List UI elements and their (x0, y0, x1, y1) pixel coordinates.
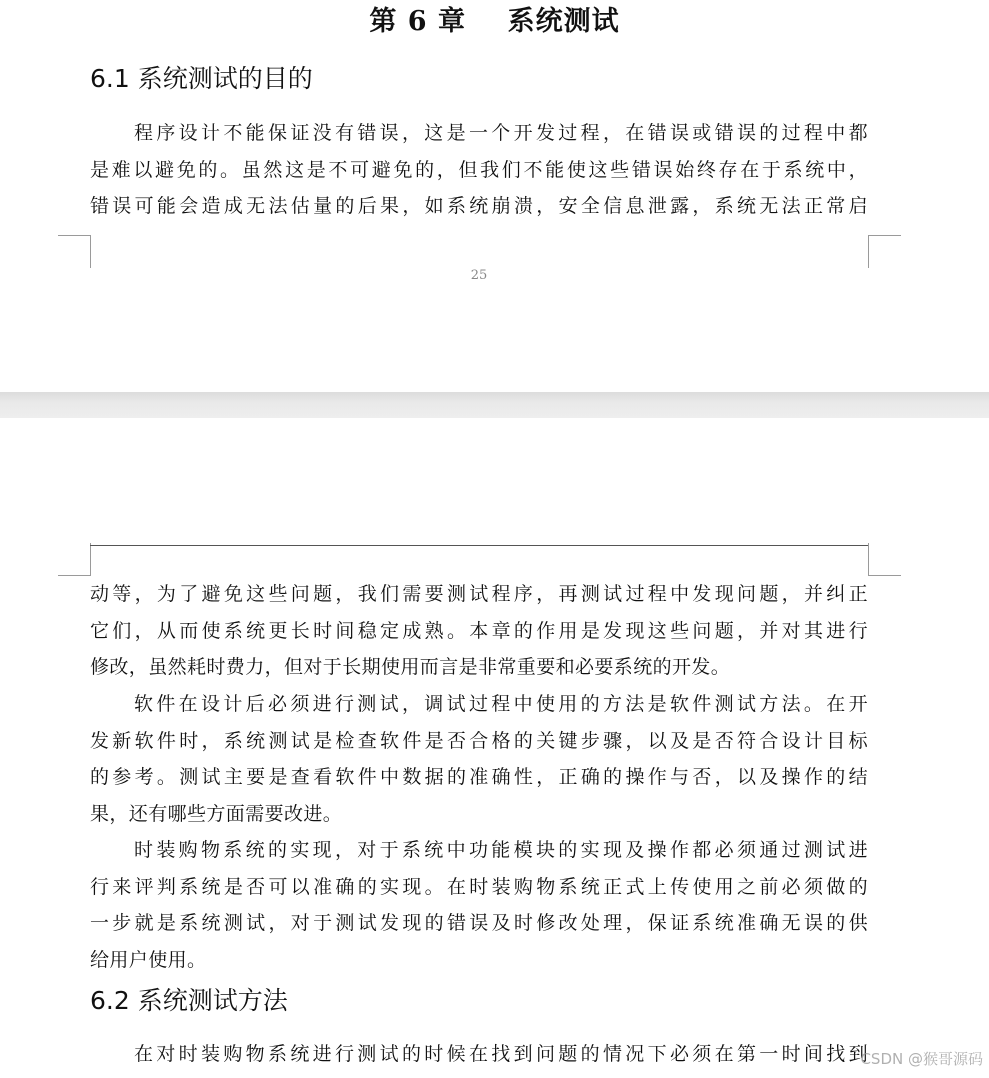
paragraph-line: 发新软件时，系统测试是检查软件是否合格的关键步骤，以及是否符合设计目标 (90, 729, 868, 752)
section-heading-6-2: 6.2 系统测试方法 (90, 986, 288, 1015)
paragraph-line: 软件在设计后必须进行测试，调试过程中使用的方法是软件测试方法。在开 (134, 693, 868, 715)
paragraph-line: 一步就是系统测试，对于测试发现的错误及时修改处理，保证系统准确无误的供 (90, 912, 868, 934)
paragraph-line: 的参考。测试主要是查看软件中数据的准确性，正确的操作与否，以及操作的结 (90, 766, 868, 788)
paragraph-line: 行来评判系统是否可以准确的实现。在时装购物系统正式上传使用之前必须做的 (90, 875, 868, 898)
paragraph-software-testing (90, 686, 868, 832)
page-number: 25 (470, 268, 488, 283)
paragraph-line: 它们，从而使系统更长时间稳定成熟。本章的作用是发现这些问题，并对其进行 (90, 619, 868, 642)
paragraph-line: 果，还有哪些方面需要改进。 (90, 802, 343, 825)
page-corner-mark (868, 235, 901, 268)
paragraph-line: 修改，虽然耗时费力，但对于长期使用而言是非常重要和必要系统的开发。 (90, 656, 731, 678)
paragraph-line: 时装购物系统的实现，对于系统中功能模块的实现及操作都必须通过测试进 (134, 839, 868, 861)
paragraph-continued (90, 576, 868, 686)
page-corner-mark (58, 543, 91, 576)
paragraph-line: 程序设计不能保证没有错误，这是一个开发过程，在错误或错误的过程中都 (134, 122, 868, 144)
page-corner-mark (868, 543, 901, 576)
header-rule (90, 545, 868, 546)
document-page-top (0, 0, 989, 392)
watermark: CSDN @猴哥源码 (860, 1050, 983, 1068)
section-heading-6-1: 6.1 系统测试的目的 (90, 64, 313, 93)
paragraph-intro (90, 115, 868, 225)
page-separator (0, 392, 989, 418)
chapter-title: 第 6 章 系统测试 (369, 6, 620, 37)
page-corner-mark (58, 235, 91, 268)
paragraph-line: 错误可能会造成无法估量的后果，如系统崩溃，安全信息泄露，系统无法正常启 (90, 195, 868, 217)
paragraph-fashion-system (90, 832, 868, 978)
paragraph-line: 给用户使用。 (90, 948, 207, 971)
paragraph-testing-method (90, 1036, 868, 1073)
paragraph-line: 动等，为了避免这些问题，我们需要测试程序，再测试过程中发现问题，并纠正 (90, 583, 868, 605)
paragraph-line: 在对时装购物系统进行测试的时候在找到问题的情况下必须在第一时间找到 (134, 1043, 868, 1065)
paragraph-line: 是难以避免的。虽然这是不可避免的，但我们不能使这些错误始终存在于系统中， (90, 158, 868, 181)
